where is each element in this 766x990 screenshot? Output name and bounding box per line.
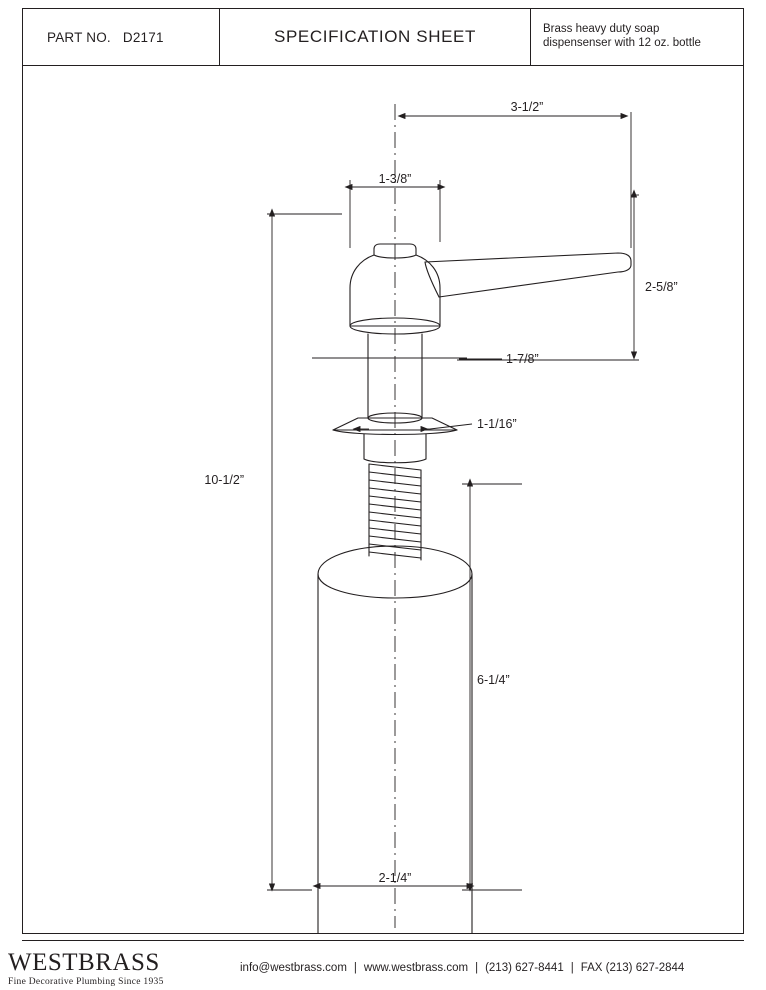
footer-sep-3: |: [570, 962, 574, 974]
dispenser-drawing-svg: [22, 66, 744, 934]
dispenser-outline: [318, 244, 631, 934]
brand-logo: [8, 950, 228, 987]
footer-sep-2: |: [475, 962, 479, 974]
footer: [0, 940, 766, 990]
part-number-value: D2171: [122, 29, 164, 45]
dimension-label-spout-height: 2-5/8”: [645, 280, 678, 294]
footer-email[interactable]: info@westbrass.com: [240, 962, 347, 974]
dimension-bottle-height: [462, 484, 522, 890]
dimension-label-overall-height: 10-1/2”: [204, 473, 244, 487]
technical-drawing: [22, 66, 744, 934]
product-description-line1: Brass heavy duty soap: [543, 23, 660, 35]
footer-divider: [22, 940, 744, 941]
footer-sep-1: |: [353, 962, 357, 974]
dimension-flange-diameter: [312, 358, 502, 359]
footer-fax: FAX (213) 627-2844: [580, 962, 685, 974]
dimension-label-cap-diameter: 1-3/8”: [378, 172, 412, 186]
part-number-cell: [23, 9, 219, 65]
brand-tagline: Fine Decorative Plumbing Since 1935: [8, 977, 164, 987]
product-description-line2: dispensenser with 12 oz. bottle: [543, 37, 701, 49]
dimension-label-shank-diameter: 1-1/16”: [477, 417, 517, 431]
dimension-spout-height: [457, 195, 639, 360]
footer-phone: (213) 627-8441: [485, 962, 564, 974]
footer-website[interactable]: www.westbrass.com: [363, 962, 469, 974]
dimension-label-spout-reach: 3-1/2”: [510, 100, 544, 114]
footer-contact: [240, 962, 750, 974]
dimension-shank-diameter: [360, 424, 472, 429]
part-number-label: PART NO.: [47, 29, 111, 45]
dimension-overall-height: [267, 214, 342, 890]
header-bar: [22, 8, 744, 66]
brand-name: WESTBRASS: [8, 949, 160, 976]
dimension-label-bottle-height: 6-1/4”: [477, 673, 510, 687]
dimension-spout-reach: [405, 112, 631, 248]
dimension-label-bottle-diameter: 2-1/4”: [378, 871, 412, 885]
dimension-label-flange-diameter: 1-7/8”: [506, 352, 539, 366]
product-description: [531, 9, 743, 65]
sheet-title: SPECIFICATION SHEET: [219, 9, 531, 65]
